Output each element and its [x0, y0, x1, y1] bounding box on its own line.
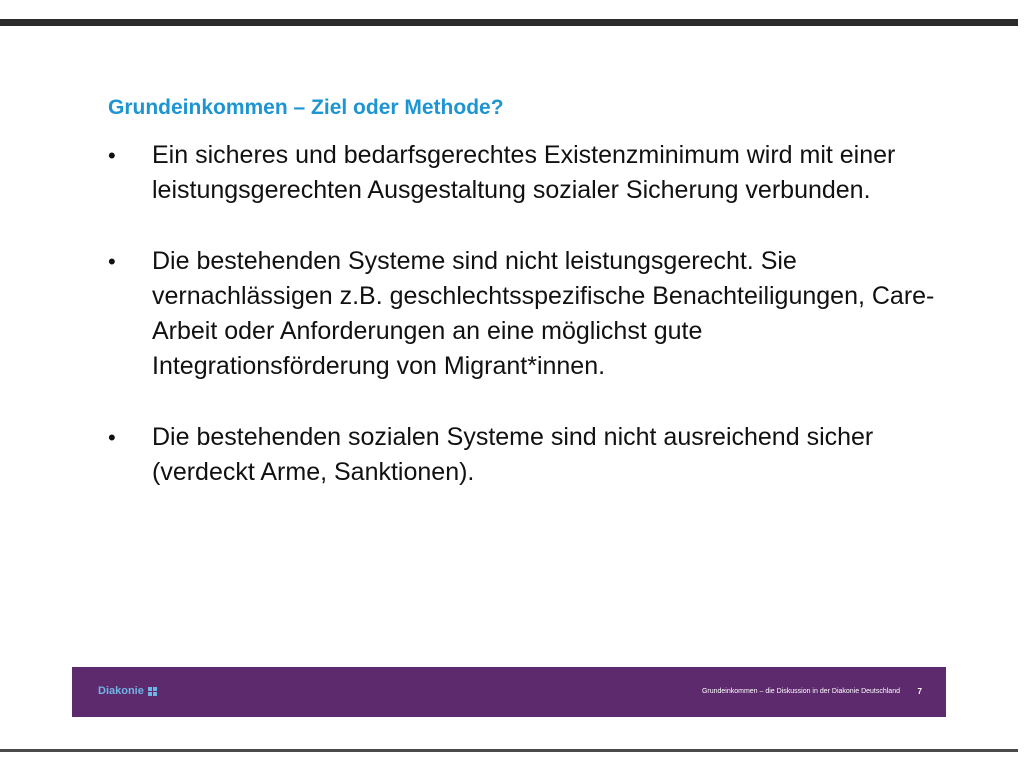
bullet-text: Ein sicheres und bedarfsgerechtes Existenzminimum wird mit einer leistungsgerechten Ausgestaltung sozialer Sicherung verbunden.	[152, 141, 896, 204]
bullet-text: Die bestehenden Systeme sind nicht leistungsgerecht. Sie vernachlässigen z.B. geschlechtsspezifische Benachteiligungen, Care-Arbeit oder Anforderungen an eine möglichst gute Integrationsförderung von Migrant*innen.	[152, 247, 935, 380]
bullet-item	[108, 138, 938, 208]
diakonie-logo	[98, 685, 157, 697]
bullet-list	[108, 138, 938, 526]
top-rule	[0, 19, 1018, 26]
bullet-dot: •	[108, 425, 116, 450]
slide-title: Grundeinkommen – Ziel oder Methode?	[108, 96, 504, 119]
logo-text: Diakonie	[98, 685, 144, 697]
bullet-text: Die bestehenden sozialen Systeme sind nicht ausreichend sicher (verdeckt Arme, Sanktionen).	[152, 423, 874, 486]
bullet-item	[108, 420, 938, 490]
bullet-dot: •	[108, 143, 116, 168]
bullet-item	[108, 244, 938, 384]
footer-caption: Grundeinkommen – die Diskussion in der Diakonie Deutschland	[701, 688, 900, 695]
bullet-dot: •	[108, 249, 116, 274]
diakonie-logo-icon	[148, 687, 157, 696]
footer-bar	[72, 667, 946, 717]
page-number: 7	[917, 687, 922, 696]
bottom-rule	[0, 749, 1018, 752]
